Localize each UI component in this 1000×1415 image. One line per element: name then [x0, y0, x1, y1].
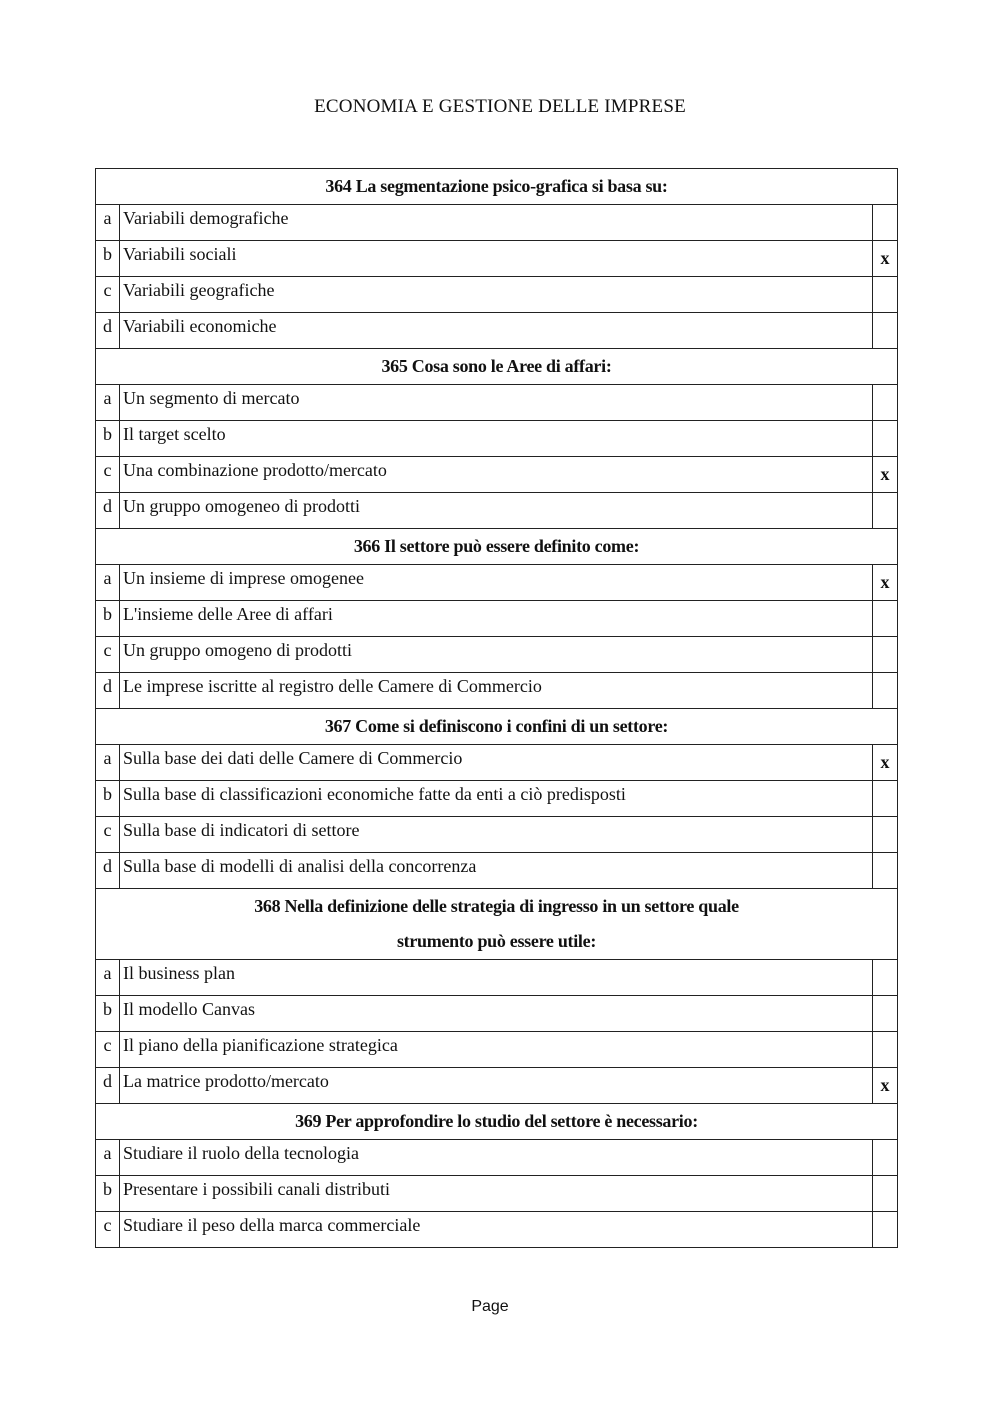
option-row	[96, 277, 898, 313]
answer-mark	[872, 853, 897, 889]
answer-mark: x	[872, 565, 897, 601]
option-text: Un segmento di mercato	[120, 385, 873, 421]
option-row	[96, 457, 898, 493]
answer-mark	[872, 421, 897, 457]
option-text: Presentare i possibili canali distributi	[120, 1176, 873, 1212]
option-letter: d	[96, 853, 120, 889]
option-text: L'insieme delle Aree di affari	[120, 601, 873, 637]
option-letter: c	[96, 1032, 120, 1068]
option-row	[96, 385, 898, 421]
answer-mark: x	[872, 241, 897, 277]
option-row	[96, 565, 898, 601]
option-row	[96, 781, 898, 817]
answer-mark	[872, 673, 897, 709]
answer-mark: x	[872, 457, 897, 493]
option-letter: d	[96, 1068, 120, 1104]
question-text	[96, 169, 898, 205]
question-text	[96, 1104, 898, 1140]
quiz-table	[95, 168, 898, 1248]
page-footer: Page	[471, 1298, 509, 1315]
option-text: Variabili demografiche	[120, 205, 873, 241]
option-text: Un insieme di imprese omogenee	[120, 565, 873, 601]
option-letter: d	[96, 313, 120, 349]
question-line: strumento può essere utile:	[396, 931, 597, 951]
option-row	[96, 601, 898, 637]
option-letter: b	[96, 1176, 120, 1212]
answer-mark	[872, 493, 897, 529]
page-title: ECONOMIA E GESTIONE DELLE IMPRESE	[314, 96, 686, 117]
option-text: Il target scelto	[120, 421, 873, 457]
answer-mark: x	[872, 1068, 897, 1104]
option-letter: d	[96, 673, 120, 709]
question-row	[96, 1104, 898, 1140]
option-letter: a	[96, 960, 120, 996]
option-letter: a	[96, 1140, 120, 1176]
option-row	[96, 421, 898, 457]
answer-mark	[872, 817, 897, 853]
option-row	[96, 637, 898, 673]
option-letter: c	[96, 817, 120, 853]
option-text: Il piano della pianificazione strategica	[120, 1032, 873, 1068]
question-line: 366 Il settore può essere definito come:	[353, 536, 640, 556]
option-letter: b	[96, 996, 120, 1032]
option-row	[96, 673, 898, 709]
option-row	[96, 960, 898, 996]
option-text: La matrice prodotto/mercato	[120, 1068, 873, 1104]
answer-mark	[872, 960, 897, 996]
question-row	[96, 889, 898, 960]
option-row	[96, 1140, 898, 1176]
option-text: Variabili economiche	[120, 313, 873, 349]
option-letter: a	[96, 745, 120, 781]
option-text: Le imprese iscritte al registro delle Camere di Commercio	[120, 673, 873, 709]
option-letter: a	[96, 205, 120, 241]
option-text: Un gruppo omogeneo di prodotti	[120, 493, 873, 529]
answer-mark	[872, 313, 897, 349]
question-text	[96, 529, 898, 565]
option-row	[96, 1068, 898, 1104]
option-letter: b	[96, 781, 120, 817]
question-row	[96, 169, 898, 205]
question-text	[96, 709, 898, 745]
option-letter: a	[96, 385, 120, 421]
option-text: Sulla base di modelli di analisi della concorrenza	[120, 853, 873, 889]
option-text: Variabili geografiche	[120, 277, 873, 313]
answer-mark	[872, 637, 897, 673]
option-text: Studiare il ruolo della tecnologia	[120, 1140, 873, 1176]
answer-mark	[872, 1176, 897, 1212]
question-text	[96, 889, 898, 960]
option-row	[96, 493, 898, 529]
option-row	[96, 996, 898, 1032]
option-text: Sulla base di classificazioni economiche fatte da enti a ciò predisposti	[120, 781, 873, 817]
option-text: Un gruppo omogeno di prodotti	[120, 637, 873, 673]
option-row	[96, 205, 898, 241]
option-row	[96, 817, 898, 853]
option-letter: c	[96, 457, 120, 493]
option-text: Il modello Canvas	[120, 996, 873, 1032]
answer-mark	[872, 781, 897, 817]
option-row	[96, 853, 898, 889]
option-row	[96, 1032, 898, 1068]
option-letter: b	[96, 421, 120, 457]
answer-mark	[872, 1032, 897, 1068]
question-line: 369 Per approfondire lo studio del settore è necessario:	[295, 1111, 698, 1131]
option-row	[96, 241, 898, 277]
answer-mark: x	[872, 745, 897, 781]
option-letter: d	[96, 493, 120, 529]
option-row	[96, 745, 898, 781]
option-text: Studiare il peso della marca commerciale	[120, 1212, 873, 1248]
answer-mark	[872, 385, 897, 421]
question-row	[96, 529, 898, 565]
option-row	[96, 313, 898, 349]
option-text: Una combinazione prodotto/mercato	[120, 457, 873, 493]
question-text	[96, 349, 898, 385]
answer-mark	[872, 996, 897, 1032]
answer-mark	[872, 1140, 897, 1176]
answer-mark	[872, 601, 897, 637]
answer-mark	[872, 205, 897, 241]
option-text: Sulla base dei dati delle Camere di Commercio	[120, 745, 873, 781]
answer-mark	[872, 277, 897, 313]
option-text: Variabili sociali	[120, 241, 873, 277]
option-letter: c	[96, 1212, 120, 1248]
option-row	[96, 1176, 898, 1212]
question-line: 368 Nella definizione delle strategia di ingresso in un settore quale	[254, 896, 739, 916]
option-text: Il business plan	[120, 960, 873, 996]
answer-mark	[872, 1212, 897, 1248]
option-letter: c	[96, 637, 120, 673]
option-row	[96, 1212, 898, 1248]
question-line: 367 Come si definiscono i confini di un settore:	[324, 716, 669, 736]
option-letter: b	[96, 601, 120, 637]
question-row	[96, 349, 898, 385]
question-line: 364 La segmentazione psico-grafica si basa su:	[325, 176, 668, 196]
question-row	[96, 709, 898, 745]
option-letter: c	[96, 277, 120, 313]
question-line: 365 Cosa sono le Aree di affari:	[381, 356, 612, 376]
option-letter: a	[96, 565, 120, 601]
option-text: Sulla base di indicatori di settore	[120, 817, 873, 853]
option-letter: b	[96, 241, 120, 277]
